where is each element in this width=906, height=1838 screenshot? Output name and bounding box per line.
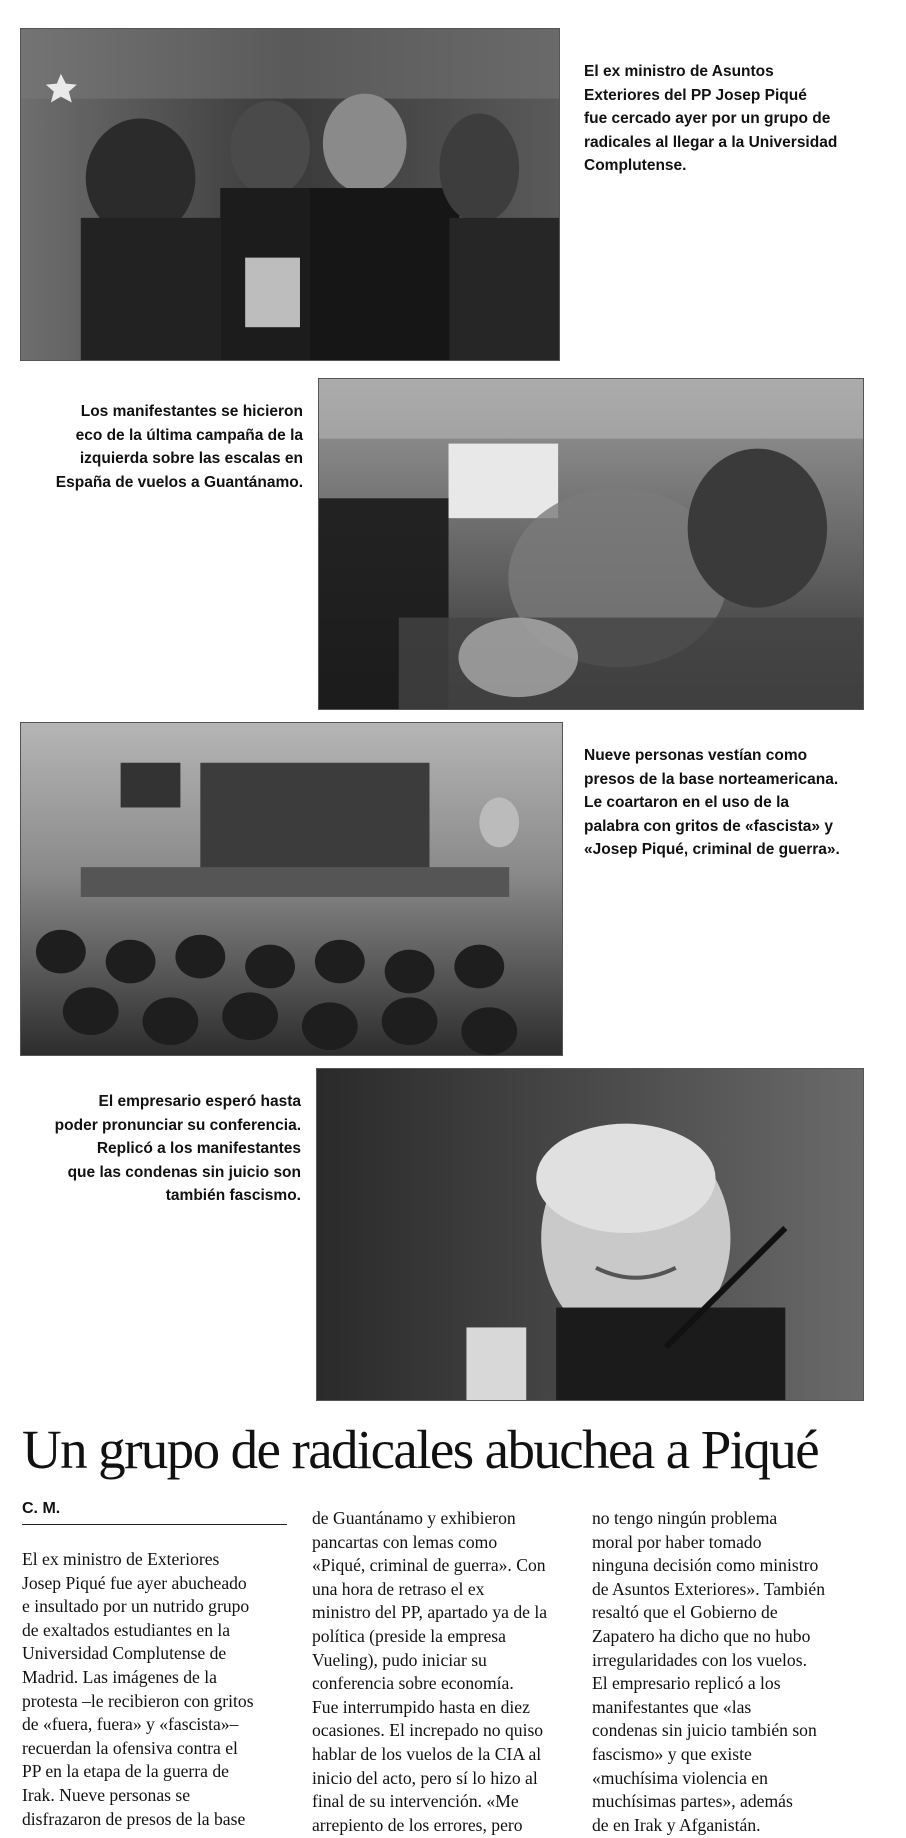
text-line: de exaltados estudiantes en la <box>22 1619 231 1640</box>
text-line: Madrid. Las imágenes de la <box>22 1666 217 1687</box>
text-line: PP en la etapa de la guerra de <box>22 1761 229 1782</box>
photo-1-caption <box>584 60 894 178</box>
text-line: Zapatero ha dicho que no hubo <box>592 1625 811 1646</box>
text-line: de en Irak y Afganistán. <box>592 1814 761 1835</box>
photo-protest-banner <box>318 378 864 710</box>
text-line: inicio del acto, pero sí lo hizo al <box>312 1767 538 1788</box>
caption-line: Los manifestantes se hicieron <box>80 403 303 420</box>
text-line: recuerdan la ofensiva contra el <box>22 1737 238 1758</box>
caption-line: Exteriores del PP Josep Piqué <box>584 86 807 104</box>
text-line: final de su intervención. «Me <box>312 1791 519 1812</box>
article-column-1 <box>22 1548 292 1831</box>
text-line: ninguna decisión como ministro <box>592 1555 819 1576</box>
text-line: Vueling), pudo iniciar su <box>312 1649 487 1670</box>
caption-line: «Josep Piqué, criminal de guerra». <box>584 841 840 858</box>
text-line: moral por haber tomado <box>592 1531 762 1552</box>
caption-line: poder pronunciar su conferencia. <box>54 1116 301 1134</box>
text-line: irregularidades con los vuelos. <box>592 1649 807 1670</box>
caption-line: palabra con gritos de «fascista» y <box>584 817 833 835</box>
text-line: protesta –le recibieron con gritos <box>22 1690 254 1711</box>
text-line: Irak. Nueve personas se <box>22 1784 191 1805</box>
article-column-3 <box>592 1507 862 1837</box>
photo-piqué-arrival <box>20 28 560 361</box>
caption-line: eco de la última campaña de la <box>75 426 303 444</box>
text-line: «Piqué, criminal de guerra». Con <box>312 1555 546 1576</box>
text-line: no tengo ningún problema <box>592 1508 778 1528</box>
caption-line: que las condenas sin juicio son <box>67 1163 301 1181</box>
text-line: «muchísima violencia en <box>592 1767 768 1788</box>
article-byline: C. M. <box>22 1500 287 1525</box>
text-line: ministro del PP, apartado ya de la <box>312 1602 548 1623</box>
caption-line: fue cercado ayer por un grupo de <box>584 110 831 127</box>
text-line: fascismo» y que existe <box>592 1743 752 1764</box>
text-line: conferencia sobre economía. <box>312 1673 514 1694</box>
caption-line: presos de la base norteamericana. <box>584 770 839 788</box>
caption-line: Nueve personas vestían como <box>584 747 808 764</box>
caption-line: España de vuelos a Guantánamo. <box>55 473 303 491</box>
text-line: condenas sin juicio también son <box>592 1720 817 1741</box>
article-column-2 <box>312 1507 582 1837</box>
caption-line: también fascismo. <box>165 1187 301 1204</box>
text-line: El ex ministro de Exteriores <box>22 1549 220 1569</box>
text-line: Fue interrumpido hasta en diez <box>312 1696 530 1717</box>
caption-line: radicales al llegar a la Universidad <box>584 133 838 151</box>
caption-line: El ex ministro de Asuntos <box>584 63 774 80</box>
photo-4-caption <box>20 1090 301 1208</box>
text-line: El empresario replicó a los <box>592 1673 781 1694</box>
photo-piqué-speaking <box>316 1068 864 1401</box>
text-line: de Asuntos Exteriores». También <box>592 1578 825 1599</box>
text-line: política (preside la empresa <box>312 1625 506 1646</box>
text-line: de Guantánamo y exhibieron <box>312 1508 516 1528</box>
text-line: Josep Piqué fue ayer abucheado <box>22 1572 247 1593</box>
text-line: hablar de los vuelos de la CIA al <box>312 1743 542 1764</box>
caption-line: Complutense. <box>584 157 687 174</box>
text-line: muchísimas partes», además <box>592 1791 793 1812</box>
text-line: ocasiones. El increpado no quiso <box>312 1720 544 1741</box>
caption-line: Replicó a los manifestantes <box>96 1140 301 1157</box>
text-line: arrepiento de los errores, pero <box>312 1814 523 1835</box>
photo-lecture-hall <box>20 722 563 1056</box>
article-headline: Un grupo de radicales abuchea a Piqué <box>22 1419 819 1480</box>
text-line: una hora de retraso el ex <box>312 1578 485 1599</box>
photo-3-caption <box>584 744 900 862</box>
text-line: de «fuera, fuera» y «fascista»– <box>22 1714 239 1735</box>
text-line: pancartas con lemas como <box>312 1531 498 1552</box>
caption-line: Le coartaron en el uso de la <box>584 794 790 811</box>
text-line: manifestantes que «las <box>592 1696 752 1717</box>
text-line: e insultado por un nutrido grupo <box>22 1596 250 1617</box>
text-line: Universidad Complutense de <box>22 1643 227 1664</box>
photo-2-caption <box>20 400 303 494</box>
caption-line: izquierda sobre las escalas en <box>79 450 303 467</box>
caption-line: El empresario esperó hasta <box>98 1093 301 1110</box>
text-line: disfrazaron de presos de la base <box>22 1808 246 1829</box>
text-line: resaltó que el Gobierno de <box>592 1602 778 1623</box>
